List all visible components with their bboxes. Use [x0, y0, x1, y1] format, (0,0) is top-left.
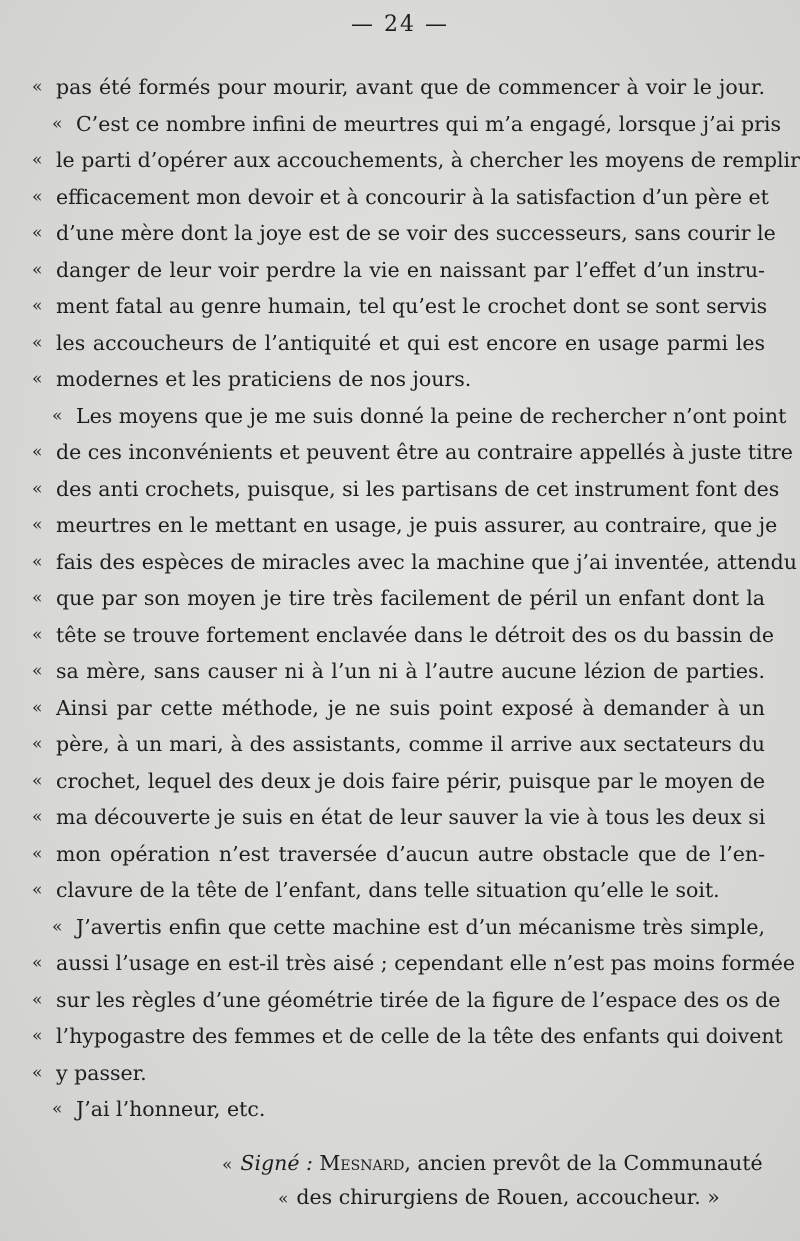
quote-mark: «: [32, 442, 43, 462]
line-text: d’une mère dont la joye est de se voir des successeurs, sans courir le: [56, 221, 776, 245]
signature-line-1: [222, 1148, 763, 1178]
quote-mark: «: [32, 661, 43, 681]
line-text: danger de leur voir perdre la vie en naissant par l’effet d’un instru-: [56, 257, 765, 282]
line-text: Ainsi par cette méthode, je ne suis point exposé à demander à un: [56, 695, 765, 720]
text-line: [0, 218, 800, 248]
quote-mark: «: [32, 478, 43, 499]
text-line: [0, 766, 800, 796]
text-line: [0, 1094, 800, 1124]
text-line: [0, 328, 800, 358]
quote-mark: «: [32, 734, 43, 754]
quote-mark: «: [278, 1189, 289, 1209]
line-text: l’hypogastre des femmes et de celle de la tête des enfants qui doivent: [56, 1024, 783, 1048]
line-text: tête se trouve fortement enclavée dans le détroit des os du bassin de: [56, 622, 774, 647]
text-line: [0, 182, 800, 212]
text-line: [0, 729, 800, 759]
line-text: que par son moyen je tire très facilement de péril un enfant dont la: [56, 586, 765, 610]
text-line: [0, 1058, 800, 1088]
line-text: fais des espèces de miracles avec la machine que j’ai inventée, attendu: [56, 549, 797, 574]
line-text: clavure de la tête de l’enfant, dans telle situation qu’elle le soit.: [56, 878, 720, 902]
quote-mark: «: [32, 186, 43, 207]
line-text: aussi l’usage en est-il très aisé ; cependant elle n’est pas moins formée: [56, 951, 795, 975]
quote-mark: «: [32, 624, 43, 645]
line-text: J’avertis enfin que cette machine est d’un mécanisme très simple,: [76, 914, 765, 939]
quote-mark: «: [32, 551, 43, 572]
line-text: sa mère, sans causer ni à l’un ni à l’autre aucune lézion de parties.: [56, 659, 765, 683]
quote-mark: «: [32, 332, 43, 353]
line-text: les accoucheurs de l’antiquité et qui est encore en usage parmi les: [56, 330, 765, 355]
signature-line-2: [278, 1182, 720, 1212]
line-text: sur les règles d’une géométrie tirée de la figure de l’espace des os de: [56, 987, 781, 1012]
line-text: crochet, lequel des deux je dois faire périr, puisque par le moyen de: [56, 768, 765, 793]
line-text: modernes et les praticiens de nos jours.: [56, 367, 472, 391]
quote-mark: «: [52, 113, 63, 134]
text-line: [0, 620, 800, 650]
text-line: [0, 401, 800, 431]
page-number: — 24 —: [351, 12, 449, 37]
quote-mark: «: [52, 1099, 63, 1119]
quote-mark: «: [32, 223, 43, 243]
text-line: [0, 474, 800, 504]
text-line: [0, 693, 800, 723]
quote-mark: «: [32, 953, 43, 973]
text-line: [0, 291, 800, 321]
text-line: [0, 985, 800, 1015]
quote-mark: «: [52, 916, 63, 937]
quote-mark: «: [32, 588, 43, 608]
text-line: [0, 255, 800, 285]
quote-mark: «: [32, 77, 43, 97]
text-line: [0, 948, 800, 978]
quote-mark: «: [222, 1155, 233, 1175]
quote-mark: «: [32, 369, 43, 389]
line-text: Les moyens que je me suis donné la peine de rechercher n’ont point: [76, 403, 787, 428]
quote-mark: «: [32, 1026, 43, 1046]
quote-mark: «: [32, 515, 43, 535]
text-line: [0, 1021, 800, 1051]
text-line: [0, 802, 800, 832]
signature-affiliation: des chirurgiens de Rouen, accoucheur.: [296, 1185, 701, 1209]
text-line: [0, 875, 800, 905]
signature-signe: Signé :: [240, 1151, 313, 1175]
quote-mark: «: [32, 296, 43, 316]
quote-mark: «: [32, 807, 43, 827]
line-text: C’est ce nombre infini de meurtres qui m’a engagé, lorsque j’ai pris: [76, 111, 781, 136]
text-line: [0, 656, 800, 686]
line-text: pas été formés pour mourir, avant que de commencer à voir le jour.: [56, 75, 765, 99]
text-line: [0, 839, 800, 869]
line-text: le parti d’opérer aux accouchements, à chercher les moyens de remplir: [56, 148, 800, 172]
signature-title: ancien prevôt de la Communauté: [417, 1151, 763, 1175]
line-text: des anti crochets, puisque, si les partisans de cet instrument font des: [56, 476, 780, 501]
quote-mark: «: [32, 770, 43, 791]
quote-mark: «: [32, 697, 43, 718]
quote-mark: «: [32, 843, 43, 864]
quote-mark: «: [32, 989, 43, 1010]
text-line: [0, 547, 800, 577]
text-line: [0, 145, 800, 175]
text-line: [0, 109, 800, 139]
line-text: ma découverte je suis en état de leur sauver la vie à tous les deux si: [56, 805, 766, 829]
line-text: meurtres en le mettant en usage, je puis assurer, au contraire, que je: [56, 513, 778, 537]
quote-mark: «: [52, 405, 63, 426]
line-text: ment fatal au genre humain, tel qu’est le crochet dont se sont servis: [56, 294, 768, 318]
quote-mark: «: [32, 1062, 43, 1083]
text-line: [0, 583, 800, 613]
quote-mark: «: [32, 150, 43, 170]
line-text: mon opération n’est traversée d’aucun autre obstacle que de l’en-: [56, 841, 765, 866]
line-text: de ces inconvénients et peuvent être au contraire appellés à juste titre: [56, 440, 793, 464]
text-line: [0, 72, 800, 102]
line-text: J’ai l’honneur, etc.: [76, 1097, 266, 1121]
text-line: [0, 364, 800, 394]
quote-mark: «: [32, 880, 43, 900]
closing-quote-mark: »: [707, 1185, 720, 1209]
quote-mark: «: [32, 259, 43, 280]
line-text: efficacement mon devoir et à concourir à la satisfaction d’un père et: [56, 184, 769, 209]
text-line: [0, 510, 800, 540]
text-line: [0, 437, 800, 467]
line-text: père, à un mari, à des assistants, comme il arrive aux sectateurs du: [56, 732, 765, 756]
text-line: [0, 912, 800, 942]
line-text: y passer.: [56, 1060, 147, 1085]
signature-name: Mesnard,: [319, 1151, 411, 1175]
